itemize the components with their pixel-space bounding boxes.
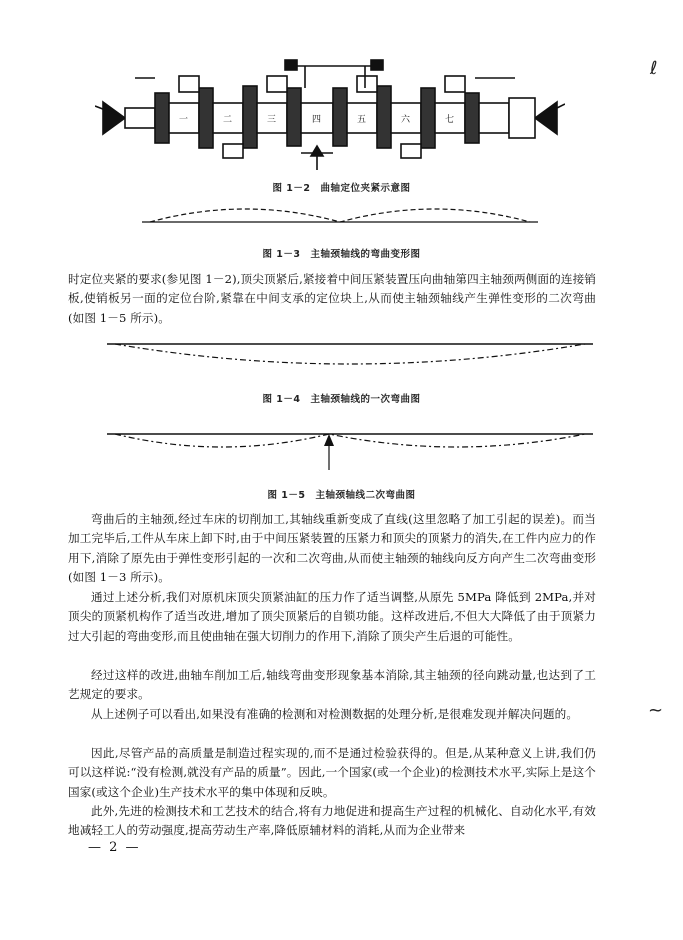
figure-1-3-caption: 图 1－3 主轴颈轴线的弯曲变形图: [262, 249, 421, 260]
figure-1-2-caption: 图 1－2 曲轴定位夹紧示意图: [272, 183, 411, 194]
journal-number-1: 一: [179, 115, 189, 125]
paragraph-4: 经过这样的改进,曲轴车削加工后,轴线弯曲变形现象基本消除,其主轴颈的径向跳动量,也达到了工艺规定的要求。: [68, 668, 596, 702]
journal-number-4: 四: [312, 115, 322, 125]
journal-number-7: 七: [445, 115, 455, 125]
journal-number-6: 六: [401, 115, 411, 125]
journal-axis-second-bending-diagram: [105, 418, 595, 474]
page-number: — 2 —: [88, 840, 141, 855]
journal-axis-bending-diagram: [140, 198, 540, 238]
paragraph-2: 弯曲后的主轴颈,经过车床的切削加工,其轴线重新变成了直线(这里忽略了加工引起的误差)。而当加工完毕后,工件从车床上卸下时,由于中间压紧装置的压紧力和顶尖的顶紧力的消失,在工件内应力的作用下,消除了原先由于弹性变形引起的一次和二次弯曲,从而使主轴颈的轴线向反方向产生二次弯曲变形(如图 1－3 所示)。: [68, 512, 596, 585]
journal-number-5: 五: [357, 115, 367, 125]
paragraph-3: 通过上述分析,我们对原机床顶尖顶紧油缸的压力作了适当调整,从原先 5MPa 降低到 2MPa,并对顶尖的顶紧机构作了适当改进,增加了顶尖顶紧后的自锁功能。这样改进后,不但大大降低了由于顶紧力过大引起的弯曲变形,而且使曲轴在强大切削力的作用下,消除了顶尖产生后退的可能性。: [68, 590, 596, 643]
journal-axis-first-bending-diagram: [105, 334, 595, 380]
figure-1-4-caption: 图 1－4 主轴颈轴线的一次弯曲图: [262, 394, 421, 405]
margin-mark-top: ℓ: [650, 58, 658, 79]
journal-number-3: 三: [267, 115, 277, 125]
journal-number-2: 二: [223, 115, 233, 125]
margin-mark-middle: ~: [648, 700, 664, 721]
crankshaft-clamping-diagram: [95, 58, 565, 176]
paragraph-1: 时定位夹紧的要求(参见图 1－2),顶尖顶紧后,紧接着中间压紧装置压向曲轴第四主轴颈两侧面的连接销板,使销板另一面的定位台阶,紧靠在中间支承的定位块上,从而使主轴颈轴线产生弹性变形的二次弯曲(如图 1－5 所示)。: [68, 272, 596, 325]
paragraph-6: 因此,尽管产品的高质量是制造过程实现的,而不是通过检验获得的。但是,从某种意义上讲,我们仍可以这样说:“没有检测,就没有产品的质量”。因此,一个国家(或一个企业)的检测技术水平,实际上是这个国家(或这个企业)生产技术水平的集中体现和反映。: [68, 746, 596, 799]
paragraph-5: 从上述例子可以看出,如果没有准确的检测和对检测数据的处理分析,是很难发现并解决问题的。: [91, 707, 579, 721]
figure-1-5-caption: 图 1－5 主轴颈轴线二次弯曲图: [267, 490, 416, 501]
paragraph-7: 此外,先进的检测技术和工艺技术的结合,将有力地促进和提高生产过程的机械化、自动化水平,有效地减轻工人的劳动强度,提高劳动生产率,降低原辅材料的消耗,从而为企业带来: [68, 804, 596, 838]
